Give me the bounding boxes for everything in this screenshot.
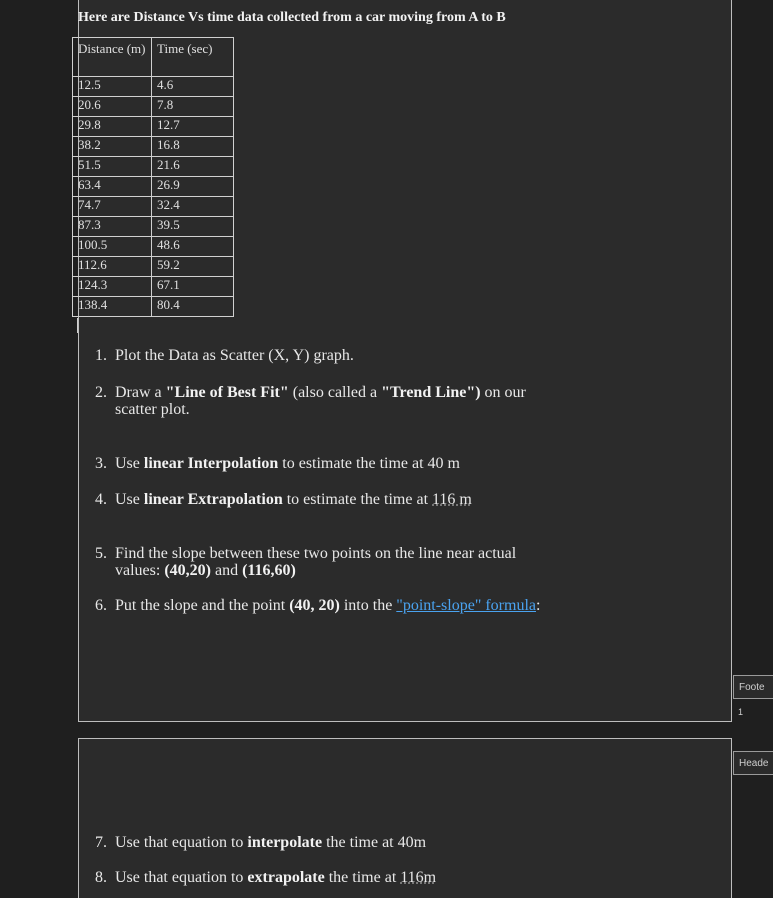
task-number: 7. (95, 834, 107, 851)
task-text-part: (40,20) (164, 562, 211, 579)
task-text-part: (116,60) (242, 562, 296, 579)
cell-time[interactable]: 16.8 (152, 137, 234, 157)
task-text-part: Find the slope between these two points on the line near actual values: (115, 545, 517, 579)
task-text (115, 869, 555, 886)
table-header-distance[interactable]: Distance (m) (73, 38, 152, 77)
table-row (73, 157, 234, 177)
task-text-part: Use that equation to (115, 834, 248, 851)
task-text (115, 834, 555, 851)
task-number: 3. (95, 455, 107, 472)
task-text-part: "Trend Line") (381, 384, 481, 401)
task-text-part: extrapolate (247, 869, 325, 886)
cell-distance[interactable]: 138.4 (73, 297, 152, 317)
task-number: 1. (95, 347, 107, 364)
table-row (73, 197, 234, 217)
task-text-part: Use that equation to (115, 869, 248, 886)
cell-time[interactable]: 21.6 (152, 157, 234, 177)
cell-distance[interactable]: 63.4 (73, 177, 152, 197)
cell-time[interactable]: 26.9 (152, 177, 234, 197)
cell-time[interactable]: 32.4 (152, 197, 234, 217)
task-text-part: interpolate (247, 834, 323, 851)
cell-distance[interactable]: 38.2 (73, 137, 152, 157)
cell-time[interactable]: 48.6 (152, 237, 234, 257)
table-row (73, 237, 234, 257)
table-row (73, 117, 234, 137)
task-number: 2. (95, 384, 107, 401)
cell-distance[interactable]: 29.8 (73, 117, 152, 137)
task-text-part: and (210, 562, 243, 579)
table-row (73, 217, 234, 237)
task-text-part: (also called a (288, 384, 382, 401)
page-number: 1 (738, 707, 744, 717)
task-number: 5. (95, 545, 107, 562)
task-text-part: on our scatter plot. (115, 384, 526, 418)
cell-distance[interactable]: 112.6 (73, 257, 152, 277)
table-row (73, 97, 234, 117)
cell-distance[interactable]: 124.3 (73, 277, 152, 297)
task-text-part: "Line of Best Fit" (165, 384, 289, 401)
task-text-part: Use (115, 455, 144, 472)
cell-time[interactable]: 59.2 (152, 257, 234, 277)
header-tag[interactable]: Heade (733, 751, 773, 775)
distance-time-table[interactable] (72, 37, 234, 317)
document-heading: Here are Distance Vs time data collected from a car moving from A to B (78, 10, 506, 25)
task-text-part: into the (339, 597, 397, 614)
cell-time[interactable]: 7.8 (152, 97, 234, 117)
task-text-part: the time at (324, 869, 401, 886)
cell-time[interactable]: 80.4 (152, 297, 234, 317)
task-text-part: Use (115, 491, 144, 508)
task-text-part: to estimate the time at 40 m (278, 455, 460, 472)
text-cursor (77, 318, 78, 333)
cell-distance[interactable]: 20.6 (73, 97, 152, 117)
task-number: 4. (95, 491, 107, 508)
task-text (115, 347, 555, 364)
cell-time[interactable]: 67.1 (152, 277, 234, 297)
task-text-part: Draw a (115, 384, 166, 401)
task-text-part: the time at 40m (322, 834, 427, 851)
spellcheck-word: 116 m (432, 491, 472, 508)
task-text-part: to estimate the time at (282, 491, 433, 508)
task-text (115, 545, 555, 579)
task-text-part: linear Extrapolation (143, 491, 283, 508)
task-text-part: Put the slope and the point (115, 597, 290, 614)
table-row (73, 257, 234, 277)
task-text (115, 455, 555, 472)
table-row (73, 177, 234, 197)
cell-distance[interactable]: 87.3 (73, 217, 152, 237)
task-text (115, 597, 555, 614)
table-row (73, 277, 234, 297)
cell-time[interactable]: 12.7 (152, 117, 234, 137)
cell-distance[interactable]: 100.5 (73, 237, 152, 257)
task-text (115, 491, 555, 508)
table-header-time[interactable]: Time (sec) (152, 38, 234, 77)
task-text-part: linear Interpolation (143, 455, 279, 472)
task-text-part: Plot the Data as Scatter (X, Y) graph. (115, 347, 354, 364)
point-slope-link[interactable]: "point-slope" formula (396, 597, 536, 614)
table-row (73, 297, 234, 317)
cell-time[interactable]: 4.6 (152, 77, 234, 97)
task-text (115, 384, 555, 418)
cell-time[interactable]: 39.5 (152, 217, 234, 237)
table-header-row (73, 38, 234, 77)
table-row (73, 77, 234, 97)
cell-distance[interactable]: 12.5 (73, 77, 152, 97)
table-row (73, 137, 234, 157)
task-number: 8. (95, 869, 107, 886)
cell-distance[interactable]: 74.7 (73, 197, 152, 217)
task-number: 6. (95, 597, 107, 614)
task-text-part: (40, 20) (289, 597, 340, 614)
footer-tag[interactable]: Foote (733, 675, 773, 699)
spellcheck-word: 116m (400, 869, 437, 886)
task-text-part: : (536, 597, 541, 614)
cell-distance[interactable]: 51.5 (73, 157, 152, 177)
